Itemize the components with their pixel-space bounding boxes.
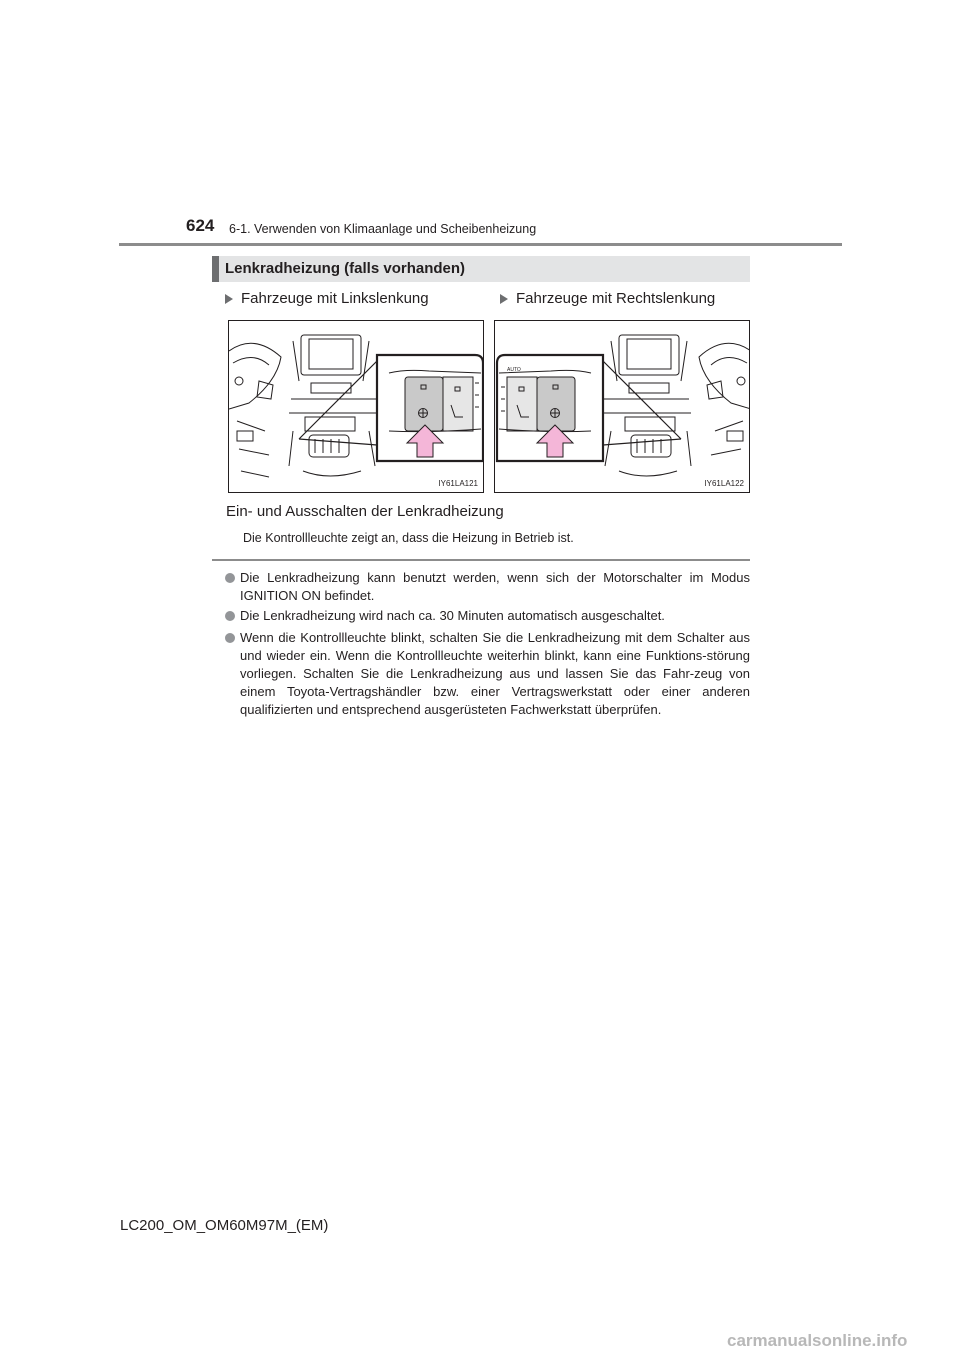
dashboard-illustration-left <box>229 321 484 493</box>
figure-right-hand-drive <box>494 320 750 493</box>
note-text: Wenn die Kontrollleuchte blinkt, schalten Sie die Lenkradheizung mit dem Schalter aus und wieder ein. Wenn die Kontrollleuchte weiterhin blinkt, kann eine Funktions-störung vorliegen. Schalten Sie die Lenkradheizung aus und lassen Sie das Fahr-zeug von einem Toyota-Vertragshändler bzw. einer Vertragswerkstatt oder einer anderen qualifizierten und entsprechend ausgerüsteten Fachwerkstatt überprüfen. <box>240 630 750 717</box>
triangle-bullet-icon <box>500 294 508 304</box>
auto-button-label: AUTO <box>507 367 521 373</box>
dashboard-illustration-right <box>495 321 750 493</box>
note-item <box>225 569 750 605</box>
bullet-icon <box>225 611 235 621</box>
section-heading <box>212 256 750 282</box>
chapter-title: 6-1. Verwenden von Klimaanlage und Scheibenheizung <box>229 222 537 236</box>
bullet-icon <box>225 573 235 583</box>
figure-code-left: IY61LA121 <box>438 479 478 488</box>
note-text: Die Lenkradheizung wird nach ca. 30 Minuten automatisch ausgeschaltet. <box>240 608 665 623</box>
triangle-bullet-icon <box>225 294 233 304</box>
watermark: carmanualsonline.info <box>727 1331 908 1350</box>
figure-code-right: IY61LA122 <box>704 479 744 488</box>
figure-subcaption: Die Kontrollleuchte zeigt an, dass die Heizung in Betrieb ist. <box>243 531 574 545</box>
variant-left-hand-drive <box>225 290 429 307</box>
figure-left-hand-drive <box>228 320 484 493</box>
notes-divider <box>212 559 750 561</box>
note-text: Die Lenkradheizung kann benutzt werden, wenn sich der Motorschalter im Modus IGNITION ON befindet. <box>240 570 750 603</box>
variant-right-label: Fahrzeuge mit Rechtslenkung <box>516 290 716 307</box>
figure-caption: Ein- und Ausschalten der Lenkradheizung <box>226 503 504 520</box>
note-item <box>225 629 750 719</box>
bullet-icon <box>225 633 235 643</box>
page-number: 624 <box>186 216 215 235</box>
header-divider <box>119 243 842 246</box>
document-code-footer: LC200_OM_OM60M97M_(EM) <box>120 1217 329 1234</box>
variant-right-hand-drive <box>500 290 715 307</box>
section-accent <box>212 256 219 282</box>
section-title: Lenkradheizung (falls vorhanden) <box>225 260 466 277</box>
variant-left-label: Fahrzeuge mit Linkslenkung <box>241 290 429 307</box>
note-item <box>225 607 750 625</box>
